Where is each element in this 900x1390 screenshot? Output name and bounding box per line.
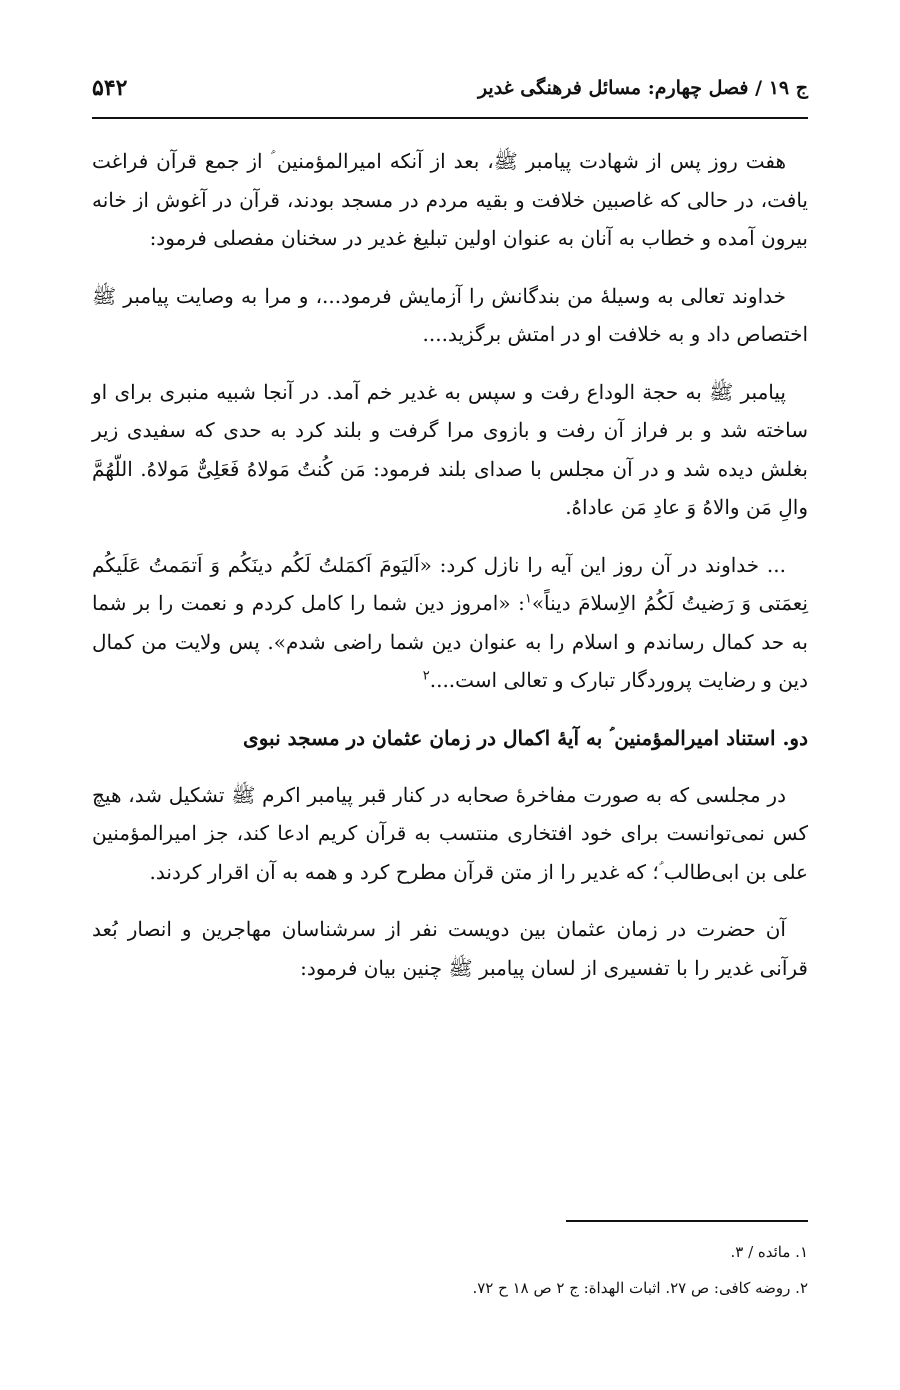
footnotes (92, 1234, 808, 1306)
paragraph: در مجلسی که به صورت مفاخرهٔ صحابه در کنار قبر پیامبر اکرم ﷺ تشکیل شد، هیچ کس نمی‌توانست برای خود افتخاری منتسب به قرآن کریم ادعا کند، جز امیرالمؤمنین علی بن ابی‌طالب ؑ؛ که غدیر را از متن قرآن مطرح کرد و همه به آن اقرار کردند. (92, 782, 808, 884)
verse-translation: : «امروز دین شما را کامل کردم و نعمت را بر شما به حد کمال رساندم و اسلام را به عنوان دین شما راضی شدم». پس ولایت من کمال دین و رضایت پروردگار تبارک و تعالی است.... (92, 591, 808, 692)
body-text (92, 142, 808, 1006)
quote-paragraph (92, 546, 808, 700)
footnote-2: ۲. روضه کافی: ص ۲۷. اثبات الهداة: ج ۲ ص ۱۸ ح ۷۲. (472, 1279, 808, 1297)
footnote-ref-1[interactable]: ۱ (524, 591, 532, 607)
footnote-rule (566, 1220, 808, 1222)
footnote-ref-2[interactable]: ۲ (422, 668, 430, 684)
paragraph: آن حضرت در زمان عثمان بین دویست نفر از سرشناسان مهاجرین و انصار بُعد قرآنی غدیر را با تفسیری از لسان پیامبر ﷺ چنین بیان فرمود: (92, 917, 808, 980)
running-title: ج ۱۹ / فصل چهارم: مسائل فرهنگی غدیر (477, 77, 808, 99)
header-rule (92, 117, 808, 119)
page-number: ۵۴۲ (92, 75, 128, 101)
footnote-1: ۱. مائده / ۳. (730, 1243, 808, 1261)
quote-paragraph: خداوند تعالی به وسیلهٔ من بندگانش را آزمایش فرمود...، و مرا به وصایت پیامبر ﷺ اختصاص داد و به خلافت او در امتش برگزید.... (92, 283, 808, 346)
quote-paragraph: پیامبر ﷺ به حجة الوداع رفت و سپس به غدیر خم آمد. در آنجا شبیه منبری برای او ساخته شد و بر فراز آن رفت و بازوی مرا گرفت و بلند کرد به حدی که سفیدی زیر بغلش دیده شد و در آن مجلس با صدای بلند فرمود: مَن کُنتُ مَولاهُ فَعَلِیٌّ مَولاهُ. اللّهُمَّ والِ مَن والاهُ وَ عادِ مَن عاداهُ. (92, 379, 808, 519)
verse-text: ... خداوند در آن روز این آیه را نازل کرد: «اَلیَومَ اَکمَلتُ لَکُم دینَکُم وَ اَتمَمتُ عَلَیکُم نِعمَتی وَ رَضیتُ لَکُمُ الاِسلامَ دیناً» (92, 552, 808, 615)
paragraph: هفت روز پس از شهادت پیامبر ﷺ، بعد از آنکه امیرالمؤمنین ؑ از جمع قرآن فراغت یافت، در حالی که غاصبین خلافت و بقیه مردم در مسجد بودند، قرآن در آغوش از خانه بیرون آمده و خطاب به آنان به عنوان اولین تبلیغ غدیر در سخنان مفصلی فرمود: (92, 149, 808, 250)
page-header (92, 68, 808, 108)
section-heading: دو. استناد امیرالمؤمنین ؑ به آیهٔ اکمال در زمان عثمان در مسجد نبوی (243, 725, 808, 750)
